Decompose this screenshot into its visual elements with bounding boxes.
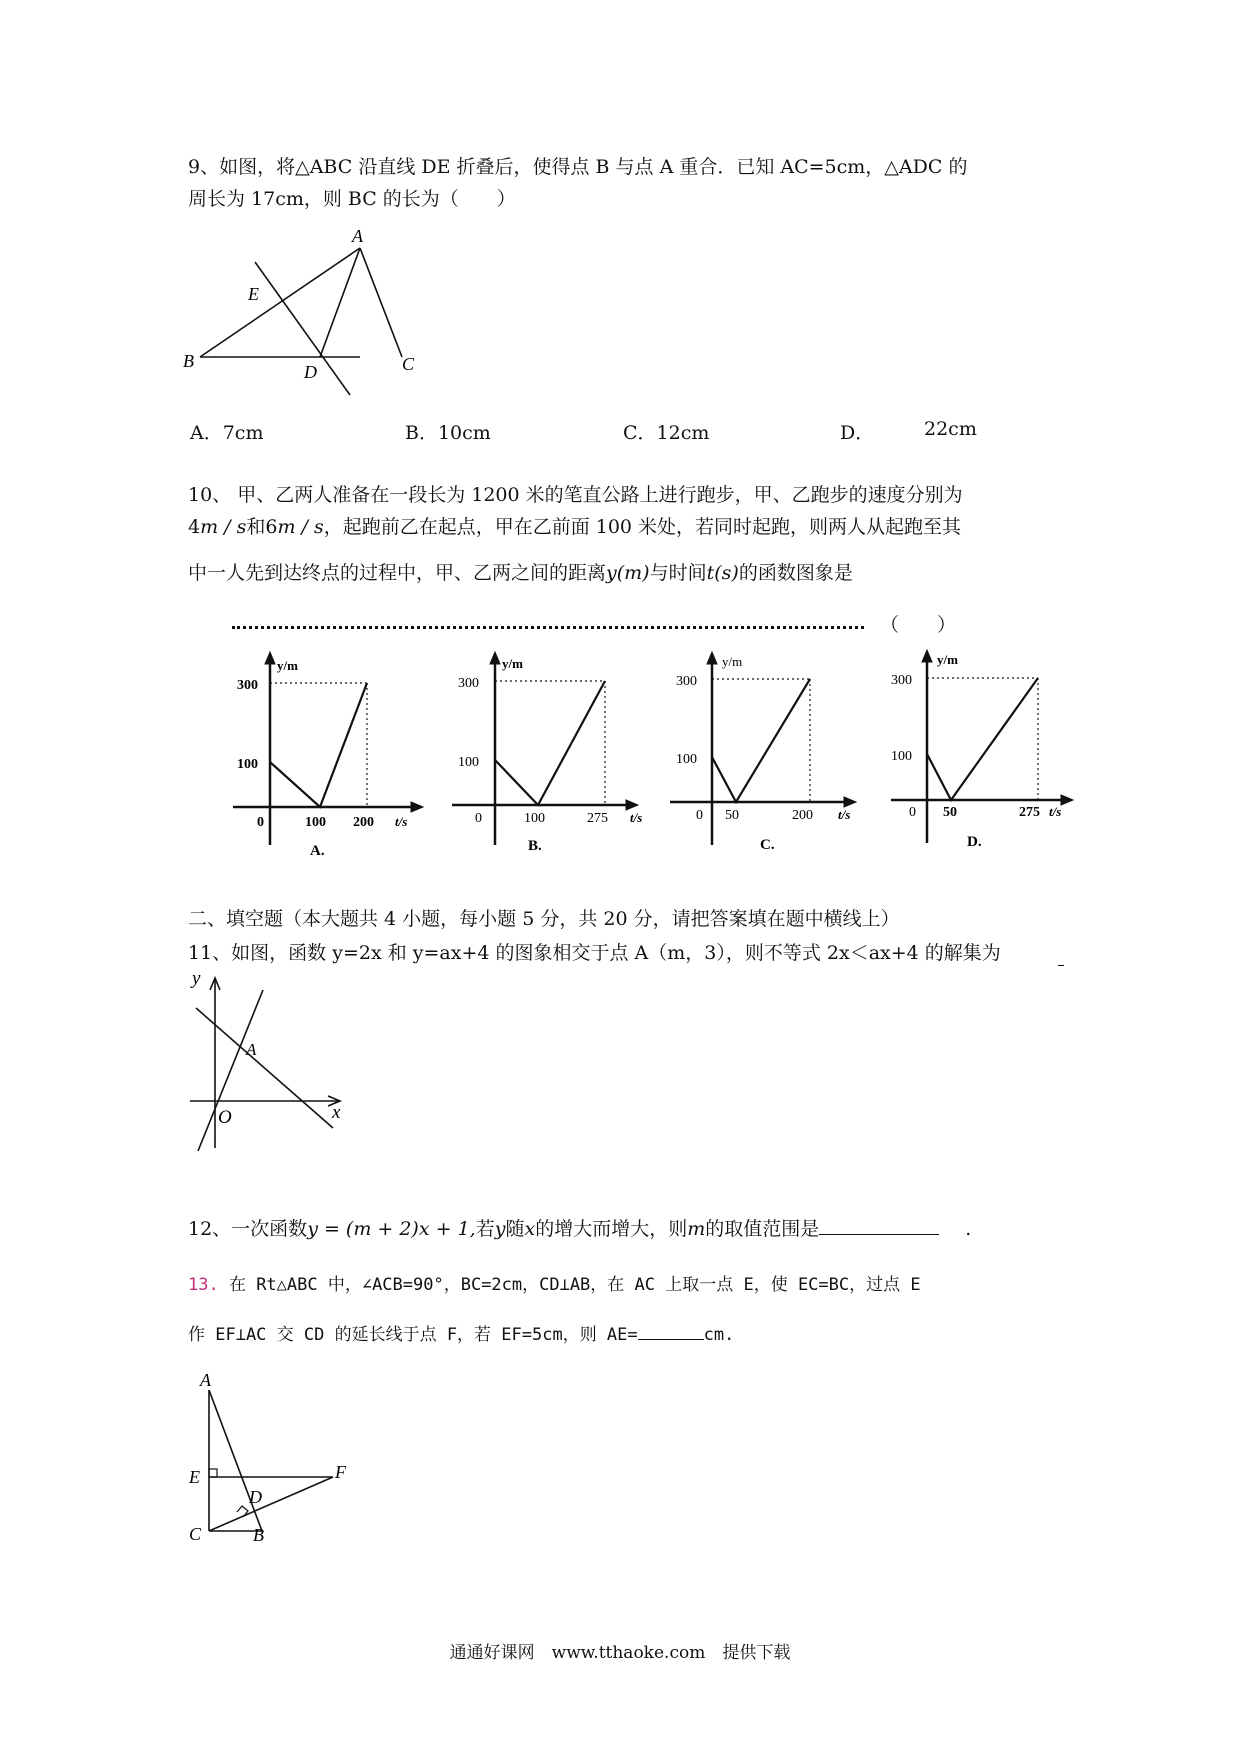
q9-label-a: A xyxy=(352,226,363,246)
q10-graph-b-xtick-100: 100 xyxy=(524,811,545,826)
q9-segment-ac xyxy=(360,248,402,357)
q13-right-angle-e xyxy=(209,1469,217,1477)
q11-label-x: x xyxy=(332,1102,341,1123)
q10-graph-d-ylabel: y/m xyxy=(937,652,958,667)
q12-var-x: x xyxy=(524,1218,536,1240)
q10-graph-a xyxy=(225,650,440,860)
q11-answer-blank[interactable] xyxy=(1058,965,1064,966)
q12-answer-blank[interactable] xyxy=(819,1234,939,1235)
q13-unit: cm. xyxy=(703,1325,735,1345)
q10-line2-rest: ，起跑前乙在起点，甲在乙前面 100 米处，若同时起跑，则两人从起跑至其 xyxy=(323,516,962,538)
q10-speed-a: 4 xyxy=(188,516,201,538)
q10-graph-d-xlabel: t/s xyxy=(1049,804,1062,819)
q10-and: 和 xyxy=(246,516,266,538)
q11-text-line1: 11、如图，函数 y=2x 和 y=ax+4 的图象相交于点 A（m，3），则不等式 2x＜ax+4 的解集为 xyxy=(188,942,1001,964)
q10-graph-d-xtick-50: 50 xyxy=(943,805,957,820)
q9-option-d-value: 22cm xyxy=(924,418,977,440)
q10-graph-c-ytick-300: 300 xyxy=(676,674,697,689)
q10-graph-a-xtick-0: 0 xyxy=(257,815,264,830)
q11-line-y-ax-4 xyxy=(196,1008,333,1128)
q10-graph-c-ylabel: y/m xyxy=(722,654,743,669)
q10-graph-b-xtick-0: 0 xyxy=(475,811,482,826)
q10-t-s: t(s) xyxy=(706,562,739,584)
q10-graph-a-xtick-200: 200 xyxy=(353,815,374,830)
q12-period: . xyxy=(965,1218,972,1240)
q9-segment-ba xyxy=(200,248,360,357)
q10-graph-a-xtick-100: 100 xyxy=(305,815,326,830)
q13-segment-ab xyxy=(209,1390,262,1531)
q9-option-b: B．10cm xyxy=(405,422,491,444)
q10-graph-d-xtick-275: 275 xyxy=(1019,805,1040,820)
q9-label-c: C xyxy=(402,354,415,374)
q13-label-b: B xyxy=(253,1525,264,1545)
q10-graph-c-xlabel: t/s xyxy=(838,807,851,822)
q10-graph-b-xtick-275: 275 xyxy=(587,811,608,826)
q10-graph-b-ytick-100: 100 xyxy=(458,755,479,770)
q9-label-e: E xyxy=(248,284,259,304)
q10-answer-paren: （ ） xyxy=(880,614,957,636)
q12-if: 若 xyxy=(475,1218,495,1240)
q10-graph-c-xtick-0: 0 xyxy=(696,808,703,823)
q10-speed-b: 6 xyxy=(265,516,278,538)
q12-var-m: m xyxy=(687,1218,706,1240)
q12-text xyxy=(188,1216,971,1242)
q13-line2-text: 作 EF⊥AC 交 CD 的延长线于点 F，若 EF=5cm，则 AE= xyxy=(188,1325,638,1345)
q10-graph-b xyxy=(450,650,665,860)
q9-fold-line-de xyxy=(255,262,350,395)
q10-dotted-leader xyxy=(232,626,864,629)
q13-label-a: A xyxy=(200,1370,211,1390)
q10-graph-d-xtick-0: 0 xyxy=(909,805,916,820)
q10-graph-b-xlabel: t/s xyxy=(630,810,643,825)
q10-graph-c-caption: C. xyxy=(760,837,775,853)
q13-label-d: D xyxy=(249,1487,262,1507)
q9-text-line2: 周长为 17cm，则 BC 的长为（ ） xyxy=(188,188,516,210)
q13-answer-blank[interactable] xyxy=(638,1339,704,1340)
q10-graph-b-ytick-300: 300 xyxy=(458,676,479,691)
q10-graph-d-ytick-300: 300 xyxy=(891,673,912,688)
q10-graph-c xyxy=(670,650,885,860)
q10-graph-a-caption: A. xyxy=(310,843,325,859)
q10-text-line3 xyxy=(188,560,853,586)
q13-number: 13. xyxy=(188,1275,219,1295)
q13-line1-text: 在 Rt△ABC 中，∠ACB=90°，BC=2cm，CD⊥AB，在 AC 上取一点 E，使 EC=BC，过点 E xyxy=(218,1275,921,1295)
section-2-heading: 二、填空题（本大题共 4 小题，每小题 5 分，共 20 分，请把答案填在题中横线上） xyxy=(188,908,900,930)
q9-label-d: D xyxy=(304,362,317,382)
q13-label-f: F xyxy=(335,1462,346,1482)
q10-graph-d-ytick-100: 100 xyxy=(891,749,912,764)
q11-label-y: y xyxy=(192,968,201,989)
q10-line3-b: 与时间 xyxy=(649,562,707,584)
q11-graph-figure xyxy=(180,968,360,1158)
q13-label-e: E xyxy=(189,1467,200,1487)
q10-text-line1: 10、 甲、乙两人准备在一段长为 1200 米的笔直公路上进行跑步，甲、乙跑步的速度分别为 xyxy=(188,484,963,506)
q12-increase: 的增大而增大，则 xyxy=(535,1218,688,1240)
q10-graph-a-ylabel: y/m xyxy=(277,658,298,673)
q10-graph-b-caption: B. xyxy=(528,838,542,854)
q10-unit-a: m / s xyxy=(200,516,247,538)
q10-graph-d xyxy=(885,648,1100,858)
q10-text-line2 xyxy=(188,514,961,540)
q10-line3-a: 中一人先到达终点的过程中，甲、乙两之间的距离 xyxy=(188,562,607,584)
q9-option-d-letter: D． xyxy=(840,422,875,444)
q13-triangle-figure xyxy=(185,1366,365,1546)
q9-label-b: B xyxy=(183,351,194,371)
q12-formula: y = (m + 2)x + 1, xyxy=(307,1218,476,1240)
q10-graph-b-ylabel: y/m xyxy=(502,656,523,671)
q9-text-line1: 9、如图，将△ABC 沿直线 DE 折叠后，使得点 B 与点 A 重合．已知 AC=5cm，△ADC 的 xyxy=(188,156,968,178)
q10-y-m: y(m) xyxy=(606,562,650,584)
q12-with: 随 xyxy=(505,1218,525,1240)
q10-unit-b: m / s xyxy=(277,516,324,538)
q10-line3-c: 的函数图象是 xyxy=(738,562,853,584)
q10-graph-a-ytick-300: 300 xyxy=(237,678,258,693)
q10-graph-a-ytick-100: 100 xyxy=(237,757,258,772)
page-footer: 通通好课网 www.tthaoke.com 提供下载 xyxy=(449,1643,791,1663)
q9-option-a: A．7cm xyxy=(190,422,264,444)
q9-segment-ad xyxy=(320,248,360,357)
q10-graph-c-xtick-200: 200 xyxy=(792,808,813,823)
q10-graph-a-xlabel: t/s xyxy=(395,814,408,829)
q10-graph-c-xtick-50: 50 xyxy=(725,808,739,823)
q13-label-c: C xyxy=(189,1524,202,1544)
q11-label-o: O xyxy=(218,1107,232,1128)
q12-var-y: y xyxy=(494,1218,506,1240)
q11-label-a: A xyxy=(246,1040,257,1059)
q10-graph-c-ytick-100: 100 xyxy=(676,752,697,767)
q12-range: 的取值范围是 xyxy=(705,1218,820,1240)
q9-option-c: C．12cm xyxy=(623,422,710,444)
q13-text-line2 xyxy=(188,1322,734,1348)
q13-text-line1 xyxy=(188,1272,921,1298)
q10-graph-d-caption: D. xyxy=(967,834,982,850)
q9-triangle-figure xyxy=(180,220,430,400)
q12-prefix: 12、一次函数 xyxy=(188,1218,308,1240)
q13-segment-cf xyxy=(209,1477,333,1531)
